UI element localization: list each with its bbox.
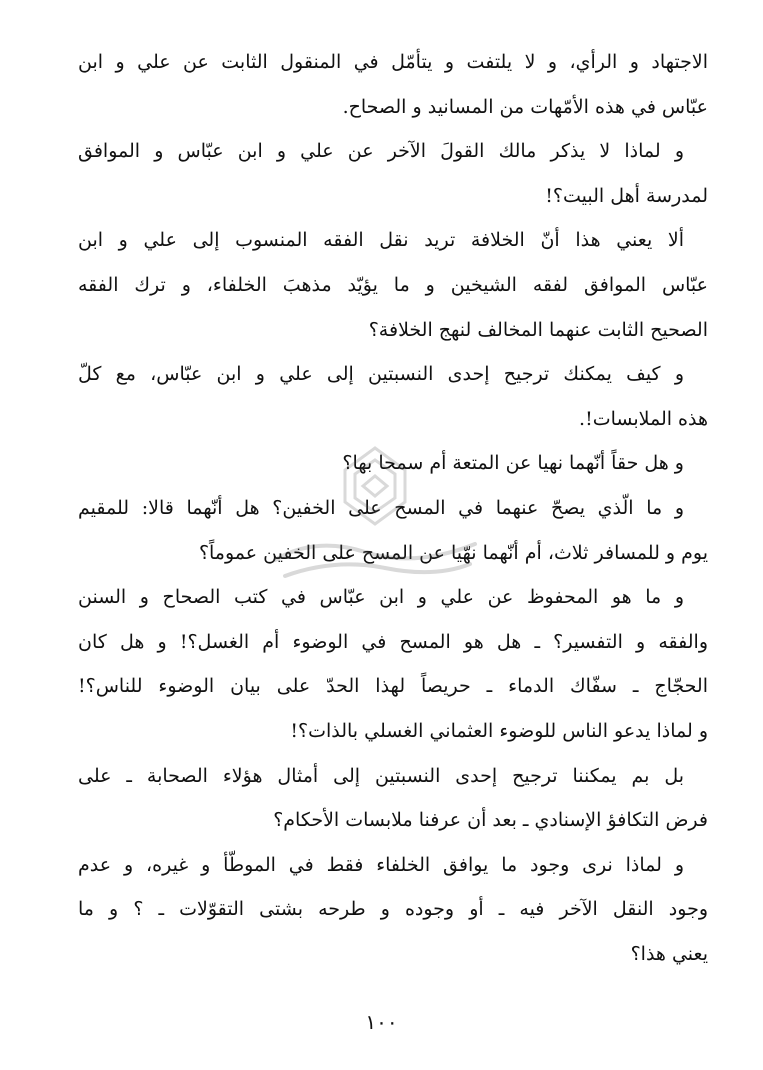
text-line-20: وجود النقل الآخر فيه ـ أو وجوده و طرحه بشتى التقوّلات ـ ؟ و ما	[78, 898, 708, 921]
text-line-19: و لماذا نرى وجود ما يوافق الخلفاء فقط في الموطّأ و غيره، و عدم	[78, 853, 684, 876]
text-line-6: عبّاس الموافق لفقه الشيخين و ما يؤيّد مذهبَ الخلفاء، و ترك الفقه	[78, 273, 708, 296]
text-line-14: والفقه و التفسير؟ ـ هل هو المسح في الوضوء أم الغسل؟! و هل كان	[78, 630, 708, 653]
text-line-3: و لماذا لا يذكر مالك القولَ الآخر عن علي و ابن عبّاس و الموافق	[78, 140, 684, 163]
text-line-17: بل بم يمكننا ترجيح إحدى النسبتين إلى أمثال هؤلاء الصحابة ـ على	[78, 764, 684, 787]
text-line-9: هذه الملابسات!.	[579, 407, 708, 430]
text-line-21: يعني هذا؟	[630, 942, 708, 965]
text-line-7: الصحيح الثابت عنهما المخالف لنهج الخلافة؟	[368, 318, 708, 341]
page-number: ١٠٠	[365, 1010, 398, 1034]
text-line-13: و ما هو المحفوظ عن علي و ابن عبّاس في كتب الصحاح و السنن	[78, 586, 684, 609]
text-line-5: ألا يعني هذا أنّ الخلافة تريد نقل الفقه المنسوب إلى علي و ابن	[78, 229, 684, 252]
text-line-15: الحجّاج ـ سفّاك الدماء ـ حريصاً لهذا الحدّ على بيان الوضوء للناس؟!	[78, 675, 708, 698]
body-text	[78, 40, 708, 976]
text-line-12: يوم و للمسافر ثلاث، أم أنّهما نهّيا عن المسح على الخفين عموماً؟	[198, 541, 708, 564]
text-line-16: و لماذا يدعو الناس للوضوء العثماني الغسلي بالذات؟!	[290, 719, 708, 742]
text-line-10: و هل حقاً أنّهما نهيا عن المتعة أم سمحا بها؟	[342, 452, 684, 475]
text-line-4: لمدرسة أهل البيت؟!	[545, 184, 708, 207]
text-line-18: فرض التكافؤ الإسنادي ـ بعد أن عرفنا ملابسات الأحكام؟	[273, 809, 708, 832]
text-line-2: عبّاس في هذه الأمّهات من المسانيد و الصحاح.	[342, 95, 708, 118]
text-line-8: و كيف يمكنك ترجيح إحدى النسبتين إلى علي و ابن عبّاس، مع كلّ	[78, 363, 684, 386]
text-line-11: و ما الّذي يصحّ عنهما في المسح على الخفين؟ هل أنّهما قالا: للمقيم	[78, 496, 684, 519]
text-line-1: الاجتهاد و الرأي، و لا يلتفت و يتأمّل في المنقول الثابت عن علي و ابن	[78, 51, 708, 73]
